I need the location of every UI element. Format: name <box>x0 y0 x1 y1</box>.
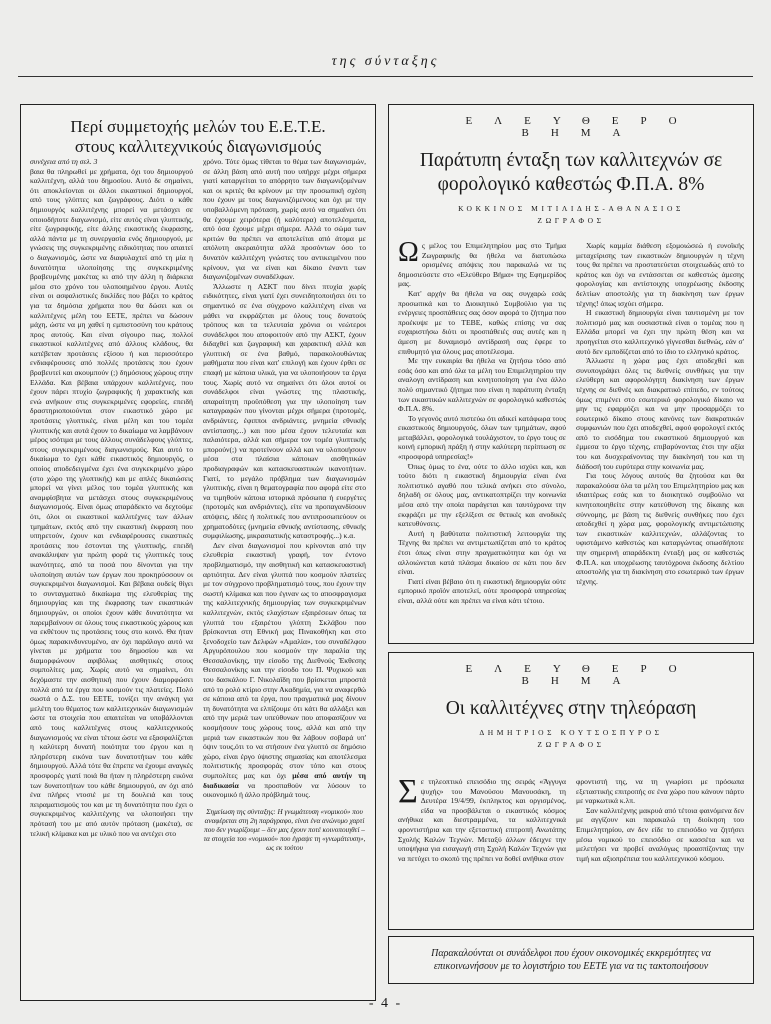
paragraph: Κατ' αρχήν θα ήθελα να σας συγχαρώ εσάς προσωπικά και το Διοικητικό Συμβούλιο για τις ενέργειες προσπάθειες σας όσον αφορά το ζήτημα που προέκυψε με το ΤΕΒΕ, καθώς επίσης να σας ευχαριστήσω διότι οι προσπάθειές σας αυτές και η άμεση με δυναμισμό αντίδρασή σας έφερε το επιθυμητό για όλους μας αποτέλεσμα. <box>398 288 566 356</box>
notice-box <box>388 936 754 984</box>
author-role: ΖΩΓΡΑΦΟΣ <box>537 216 605 225</box>
article-columns <box>398 241 744 635</box>
paragraph: Γιατί είναι βέβαιο ότι η εικαστική δημιουργία ούτε εμπορικό προϊόν αποτελεί, ούτε προσφορά υπηρεσίας είναι, αλλά ούτε και πρέπει να είναι κάτι τέτοιο. <box>398 576 566 605</box>
section-title: της σύνταξης <box>331 54 440 69</box>
paragraph-text: ε τηλεοπτικό επεισόδιο της σειράς «Άγγυγα ψυχής» του Μανούσου Μανουσάκη, τη Δευτέρα 19/4/99, έκπληκτος και οργισμένος, είδα να προσβάλεται ο εικαστικός κόσμος ανήθικα και διεστραμμένα, τα καλλιτεχνικά φροντιστήρια και την εξεταστική επιτροπή Ανωτάτης Σχολής Καλών Τεχνών. Μεταξύ άλλων έδειχνε την υποψήφια για εισαγωγή στη Σχολή Καλών Τεχνών για να πετύχει το σκοπό της πρέπει να δοθεί ανήθικα στον <box>398 777 566 863</box>
article-columns <box>398 777 744 921</box>
section-label: ΕΛΕΥΘΕΡΟ ΒΗΜΑ <box>465 663 699 687</box>
page-header <box>0 52 771 82</box>
paragraph: Άλλωστε η ΑΣΚΤ που δίνει πτυχία χωρίς ειδικότητες, είναι γιατί έχει συνειδητοποιήσει ότι το σημαντικό σε ένα σύγχρονο καλλιτέχνη είναι να μάθει να εκφράζεται με όλους τους δυνατούς τρόπους και τα τελευταία χρόνια οι νεώτεροι συνάδελφοι που αποφοιτούν από την ΑΣΚΤ, έχουν διδαχθεί και ζωγραφική και χαρακτική αλλά και γλυπτική σε ένα βαθμό, παρακολουθώντας μαθήματα που είναι κατ' επιλογή και έχουν έρθει σε επαφή με κάποια υλικά, για να υλοποιήσουν τα έργα τους. Χωρίς αυτό να σημαίνει ότι όλοι αυτοί οι συνάδελφοι είναι γνώστες της πλαστικής, απαραίτητη προϋπόθεση για την υλοποίηση των καταγραφών που γίνονται μέχρι σήμερα (προτομές, ανδριάντες, έφιπποι ανδριάντες, μνημεία εθνικής αντίστασης...) και που μέσα έχουν τελευταία και παλαιότερα, αλλά και σήμερα τον τομέα γλυπτικής μπορούν(;) να προτείνουν αλλά και να υλοποιήσουν μέσα στα πλαίσια κάποιων αισθητικών προδιαγραφών και κατασκευαστικών ικανοτήτων. Γιατί, το μεγάλο πρόβλημα των διαγωνισμών γλυπτικής, είναι η θεματογραφία που αφορά είτε στο να τιμηθούν κάποια ιστορικά πρόσωπα ή ευεργέτες (προτομές και ανδριάντες), είτε να προπαγανδίσουν απόψεις, ιδέες ή πολιτικές που αντιπροσωπεύουν οι χρηματοδότες (μνημεία εθνικής αντίστασης, εθνικής συμφιλίωσης, μικρασιατικής καταστροφής...) κ.α. <box>203 281 366 541</box>
column-1 <box>398 777 566 921</box>
paragraph: Άλλωστε η χώρα μας έχει αποδεχθεί και συνυπογράψει όλες τις διεθνείς συνθήκες για την ελεύθερη και αφορολόγητη διακίνηση των έργων τέχνης σε διεθνές και διακρατικό επίπεδο, εν τούτοις όμως επιμένει στο εσωτερικό φορολογικό δίκαιο να μην τις εφαρμόζει και να μην προσαρμόζει το εσωτερικό δίκαιο στους κανόνες των διακρατικών συμφωνιών που έχει αποδεχθεί, αφού φορολογεί εκτός από το εισόδημα του εικαστικού δημιουργού και έμμεσα το έργο τέχνης, επιβαρύνοντας έτσι την αξία του και δυσχεραίνοντας την διακίνησή του και τη διάδοσή του ευρύτερα στην κοινωνία μας. <box>576 356 744 471</box>
paragraph: Με την ευκαιρία θα ήθελα να ζητήσω τόσο από εσάς όσο και από όλα τα μέλη του Επιμελητηρίου την αναλογη αντίδραση και κινητοποίηση για ένα άλλο πολύ σημαντικό ζήτημα που είναι η παράτυπη ένταξη των εικαστικών καλλιτεχνών σε φορολογικό καθεστώς Φ.Π.Α. 8%. <box>398 356 566 414</box>
article-columns <box>30 157 366 992</box>
page-number: - 4 - <box>368 996 403 1011</box>
article-artists-on-tv <box>388 652 754 930</box>
title-line-2: στους καλλιτεχνικούς διαγωνισμούς <box>74 137 322 156</box>
column-1 <box>398 241 566 635</box>
title-line-1: Παράτυπη ένταξη των καλλιτεχνών σε <box>419 150 723 171</box>
editorial-note: Σημείωση της σύνταξης: Η γνωμάτευση «νομικού» που αναφέρεται στη 2η παράγραφο, είναι ένα ανώνυμο χαρτί που δεν γνωρίζουμε – δεν μας έχουν ποτέ κοινοποιηθεί – τα στοιχεία του «νομικού» που έγραψε τη «γνωμάτευση», ως εκ τούτου <box>203 807 366 852</box>
drop-cap: Ω <box>398 241 419 268</box>
column-2 <box>576 241 744 635</box>
drop-cap: Σ <box>398 777 418 810</box>
column-2 <box>576 777 744 921</box>
header-rule <box>18 76 753 77</box>
paragraph: Το γεγονός αυτό πιστεύω ότι αδικεί κατάφωρα τους εικαστικούς δημιουργούς, όλων των τμημάτων, αφού μεταβάλλει, φορολογικά τουλάχιστον, το έργο τους σε κοινή εμπορική πράξη ή στην καλύτερη περίπτωση σε «προσφορά υπηρεσίας!» <box>398 413 566 462</box>
author-role: ΖΩΓΡΑΦΟΣ <box>537 740 605 749</box>
paragraph: Η εικαστική δημιουργία είναι ταυτισμένη με τον πολιτισμό μας και ουσιαστικά είναι ο τομέας που η Ελλάδα μπορεί να έχει την πρώτη θέση και να προηγείται στο καλλιτεχνικό γίγνεσθαι διεθνώς, εάν σ' αυτό δεν εμποδίζεται από το ίδιο το ελληνικό κράτος. <box>576 308 744 356</box>
paragraph-text: να προσπαθούν να λύσουν το οικονομικό ή άλλο πρόβλημά τους. <box>203 780 366 800</box>
author-name: ΔΗΜΗΤΡΙΟΣ ΚΟΥΤΣΟΣΠΥΡΟΣ <box>479 728 663 737</box>
bold-phrase: μέσα από αυτήν τη διαδικασία <box>203 771 366 790</box>
paragraph-text: ς μέλος του Επιμελητηρίου μας στο Τμήμα Ζωγραφικής θα ήθελα να διατυπώσω ορισμένες απόψεις που παρακαλώ να τις δημοσιεύσετε στο «Ελεύθερο Βήμα» της Εφημερίδος μας. <box>398 241 566 289</box>
continuation-note: συνέχεια από τη σελ. 3 <box>30 157 98 166</box>
paragraph: Χωρίς καμμία διάθεση εξομοιώσεώ ή ευνοϊκής μεταχείρισης των εικαστικών δημιουργών η τέχνη τους θα πρέπει να προστατεύεται στοιχειωδώς από το κράτος και όχι να εντάσσεται σε καθεστώς άμεσης φορολογίας και αντίστοιχης υποχρέωσης έκδοσης δελτίων αποστολής για τη διακίνηση των έργων τέχνης! όπως ισχύει σήμερα. <box>576 241 744 308</box>
title-line-2: φορολογικό καθεστώς Φ.Π.Α. 8% <box>437 174 705 195</box>
title-line-1: Περί συμμετοχής μελών του Ε.Ε.Τ.Ε. <box>70 117 326 136</box>
article-members-competitions <box>20 104 376 1001</box>
section-label: ΕΛΕΥΘΕΡΟ ΒΗΜΑ <box>465 115 699 139</box>
paragraph: φροντιστή της, να τη γνωρίσει με πρόσωπα εξεταστικής επιτροπής σε ένα χώρο που κάνουν πάρτυ με ναρκωτικά κ.λπ. <box>576 777 744 806</box>
paragraph-text: Δεν είναι διαγωνισμοί που κρίνονται από την ελευθερία εικαστική γραφή, τον έντονο προβληματισμό, την αισθητική και κατασκευαστική αρτιότητα. Δεν είναι γλυπτά που κοσμούν πλατείες με τον σύγχρονο προβληματισμό τους, που έχουν την σωστή κλίμακα και που έγιναν ως το αποσφραγισμα της καλλιτεχνικής δημιουργίας των συγκεκριμένων καλλιτεχνών, εκτός ελαχίστων εξαιρέσεων όπως τα γλυπτά του εξαιρέτου γλύπτη Σκλάβου που βρίσκονται στη Εθνική μας Πινακοθήκη και στο ξενοδοχείο των Δελφών «Αμαλία», του συναδέλφου Αργυρόπουλου που κοσμούν την παραλία της Θεσσαλονίκης, την είσοδο της Διεθνούς Έκθεσης Θεσσαλονίκης και την είσοδο του Π. Ψυχικού και του δασκάλου Γ. Νικολαΐδη που βρίσκεται μπροστά από το ρολό κτίριο στην Ακαδημία, για να αναφερθώ σε κάποια από τα έργα, που πραγματικά μας δίνουν τη δυνατότητα να ελπίζουμε ότι κάτι θα αλλάξει και από την μεριά των υπεύθυνων που αποφασίζουν να κοσμήσουν τους χώρους τους, αλλά και από την μεριά των εικαστικών που θα λάβουν σοβαρά υπ' όψιν τους,ότι το να στήσουν ένα γλυπτό σε δημόσιο χώρο, είναι έργο ύψιστης σημασίας και αποτέλεσμα πολιτιστικής προσφοράς στον τόπο και στους συμπολίτες μας και όχι <box>203 540 366 780</box>
article-title <box>399 149 743 197</box>
paragraph: Αυτή η βαθύτατα πολιτιστική λειτουργία της Τέχνης θα πρέπει να αντιμετωπίζεται από το κράτος έτσι όπως είναι στην πραγματικότητα και όχι να αλλοιώνεται κατά πλάσμα δικαίου σε κάτι που δεν είναι. <box>398 528 566 577</box>
notice-text: Παρακαλούνται οι συνάδελφοι που έχουν οικονομικές εκκρεμότητες να επικοινωνήσουν με το λογιστήριο του ΕΕΤΕ για να τις τακτοποιήσουν <box>431 948 711 972</box>
column-1 <box>30 157 193 992</box>
paragraph: χρόνο. Τότε όμως τίθεται το θέμα των διαγωνισμών, σε άλλη βάση από αυτή που υπήρχε μέχρι σήμερα γιατί καταργείται το απόρρητο των διαγωνιζομένων και οι κριτές θα κρίνουν με την προσωπική σχέση που έχουν με τους διαγωνιζόμενους και όχι με την υποβαλλόμενη πρόταση, χωρίς αυτό να σημαίνει ότι θα έχουμε χειρότερα (ή καλύτερα) αποτελέσματα, από όσα έχουμε μέχρι σήμερα. Αλλά το σώμα των κριτών θα πρέπει να αποτελείται από άτομα με απόλυτη ακεραιότητα αλλά προσόντων όσο το δυνατόν καλλιτέχνη γνώστες του αντικειμένου που κρίνουν, για να είναι και δίκαιο έναντι των διαγωνιζομένων συναδέλφων. <box>203 157 366 282</box>
paragraph <box>398 241 566 289</box>
paragraph: βαια θα πληρωθεί με χρήματα, όχι του δημιουργού καλλιτέχνη, αλλά του δημοσίου. Αυτό δε σημαίνει, ότι αποκλείονται οι άλλοι εικαστικοί δημιουργοί, από τους γλύπτες και ζωγράφους. Διότι ο κάθε δημιουργός καλλιτέχνης μπορεί να μετάσχει σε οποιοδήποτε διαγωνισμό, είτε αυτός είναι γλυπτικής, είτε ζωγραφικής, είτε άλλης εικαστικής έκφρασης, αλλά πάντα με τη συνεργασία ενός δημιουργού, με γνώσεις της συγκεκριμένης ειδικότητας που απαιτεί ο διαγωνισμός, ώστε να διαφυλαχτεί από τη μία η δυνατότητα υλοποίησης της συγκεκριμένης βραβευμένης μακέτας κι από την άλλη η διάρκεια μέσα στο χρόνο του υλοποιημένου έργου. Αυτές είναι οι ασφαλιστικές δικλίδες που βάζει το κράτος για τα δημόσια χρήματα που θα δώσει και οι καλλιτέχνες μέλη του ΕΕΤΕ, πρέπει να δώσουν μάχη, ώστε να μη χαθεί η εμπιστοσύνη του κράτους προς αυτούς. Και είναι σίγουρο πως, πολλοί εικαστικοί καλλιτέχνες από άλλους κλάδους, θα κατέβεταν προτάσεις εξίσου ή και περισσότερο ενδιαφέρουσες από πολλές προτάσεις που έχουν βραβευτεί και ακουμπούν (;) δημόσιους χώρους στην Ελλάδα. Και βέβαια υπάρχουν καλλιτέχνες, που έχουν πάρει πτυχίο ζωγραφικής ή χαρακτικής και ενώ ανήκουν στις συγκεκριμένες εφορείες, επειδή δραστηριοποιούνται στον εικαστικό χώρο με προτάσεις γλυπτικές, είναι μέλη και του τομέα γλυπτικής και αυτά έχουν το δικαίωμα να λαμβάνουν μέρος ισότιμα με τους άλλους συνάδελφους γλύπτες, στους συγκεκριμένους διαγωνισμούς. Και αυτό το δικαίωμα το έχει κάθε εικαστικός δημιουργός, ο οποίος αποδεδειγμένα έχει ένα συγκεκριμένο χώρο (στο χώρο της γλυπτικής) και με απλές δικαιώσεις μπορεί να γίνει μέλος του τομέα γλυπτικής και αναμφίσβητα να μετάσχει στους συγκεκριμένους διαγωνισμούς. Είναι όμως απαράδεκτο να δεχτούμε ότι, όλοι οι εικαστικοί καλλιτέχνες των άλλων τμημάτων, εκτός από την εικαστική έκφραση που υπηρετούν, έχουν και ενδιαφέρουσες εικαστικές προτάσεις που έστονται της γλυπτικής, επειδή ανακάλυψαν για πρώτη φορά τις γλυπτικές τους ικανότητες, από τα ποσά που δίνονται για την υλοποίηση αυτών των έργων που προκηρύσσουν οι συγκεκριμένοι διαγωνισμοί. Και βέβαια ουδείς θίγει το συνταγματικό δικαίωμα της ελευθερίας της δημιουργίας και της έκφρασης των εικαστικών δημιουργών, οι οποίοι έχουν κάθε δυνατότητα να παρεμβαίνουν σε όλους τους εικαστικούς χώρους και να εκθέτουν τις προτάσεις τους στο κοινό. Θα ήταν όμως παρακινδυνευμένο, αν όχι παράλογο αυτό να γίνεται με χρήματα του δημοσίου και να διαμορφώνουν αφιβόλως αισθητικές στους συμπολίτες μας. Χωρίς αυτό να σημαίνει, ότι δεχόμαστε την αισθητική που έχουν διαμορφώσει πολλά από τα έργα που κοσμούν τις πλατείες. Πολύ σωστά ο Δ.Σ. του ΕΕΤΕ, τονίζει την ανάγκη για μελέτη του θέματος των καλλιτεχνικών διαγωνισμών ώστε τα στοιχεία που απαιτείται να υποβάλλονται από τους καλλιτέχνες στους καλλιτεχνικούς διαγωνισμούς να είναι τέτοια ώστε να εξασφαλίζεται η καλύτερη δυνατή ποιότητα του έργου και η πληρέστερη εικόνα των δυνατοτήτων του κάθε δημιουργού. Αλλά τότε θα έπρεπε να έχουμε αναγκές προσφορές γιατί ποιά θα ήταν η πληρέστερη εικόνα των δυνατοτήτων του κάθε δημιουργού, αν όχι από ένα πλήρες ντοσιέ με τη δουλειά και τους πειραματισμούς του και με τη δυνατότητα που έχει ο συγκεκριμένος καλλιτέχνης να υλοποιήσει την πρότασή του με από αυτόν πρόταση (μακέτα), σε τελική κλίμακα και με υλικό που να αντέχει στο <box>30 166 193 838</box>
article-title: Οι καλλιτέχνες στην τηλεόραση <box>445 698 697 719</box>
article-title <box>29 117 367 157</box>
paragraph <box>398 777 566 863</box>
column-2 <box>203 157 366 992</box>
paragraph: Σαν καλλιτέχνης μακρυά από τέτοια φαινόμενα δεν με αγγίζουν και παρακαλώ τη διοίκηση του Επιμελητηρίου, αν δεν είδε το επεισόδιο να ζητήσει μέσω νομικού το επεισόδιο σε κασσέτα και να μελετήσει να προβεί αναλόγως προασπίζοντας την τιμή και αξιοπρέπεια του καλλιτεχνικού κόσμου. <box>576 805 744 863</box>
article-vat-artists <box>388 104 754 644</box>
paragraph: Για τους λόγους αυτούς θα ζητούσα και θα παρακαλούσα όλα τα μέλη του Επιμελητηρίου μας και ιδιαιτέρως εσάς και το διοικητικό συμβούλιο να κινητοποιηθείτε στην κατεύθυνση της δίκαιης και σύννομης, με βάση τις διεθνείς συνθήκες που έχει αποδεχθεί η χώρα μας, φορολογικής αντιμετώπισης των εικαστικών καλλιτεχνών, αλλάζοντας το υφιστάμενο καθεστώς και καταργώντας οπωσδήποτε την σημερινή απαράδεκτη ένταξή μας σε καθεστώς Φ.Π.Α. και υποχρέωσης ταυτόχρονα έκδοσης δελτίου αποστολής για τη διακίνηση στο εσωτερικό των έργων τέχνης. <box>576 471 744 586</box>
paragraph: Όπως όμως το ένα, ούτε το άλλο ισχύει και, και τούτο διότι η εικαστική δημιουργία είναι ένα πολιτιστικό αγαθό που τελικά ανήκει στο σύνολο, δηλαδή σε όλους μας, αντικατοπτρίζει την κοινωνία μέσα από την οποία παράγεται και ταυτόχρονα την εκφράζει με την εξελίξεσι σε θετικές και ανοδικές κατευθύνσεις. <box>398 461 566 529</box>
author-name: ΚΟΚΚΙΝΟΣ ΜΙΤΙΛΙΔΗΣ-ΑΘΑΝΑΣΙΟΣ <box>458 204 684 213</box>
paragraph <box>203 541 366 800</box>
